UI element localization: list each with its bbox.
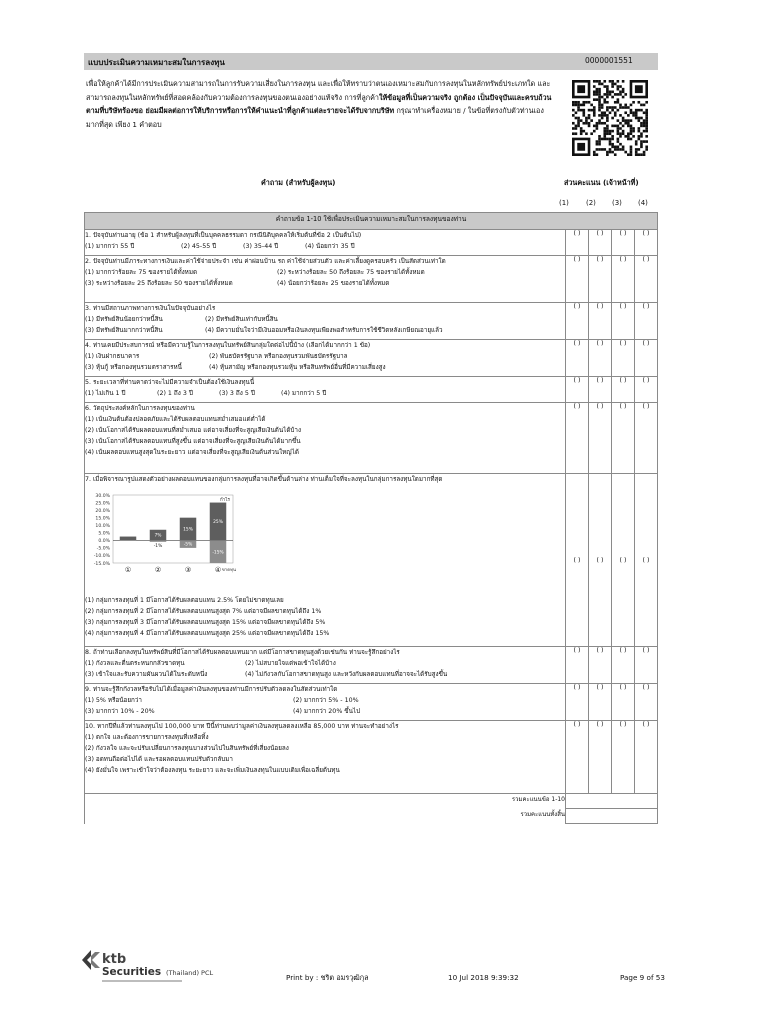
option[interactable]: (3) 35-44 ปี — [243, 243, 279, 251]
legend-label: กำไร — [219, 498, 230, 504]
question-title: 7. เมื่อพิจารณารูปแสดงตัวอย่างผลตอบแทนของกลุ่มการลงทุนที่อาจเกิดขึ้นด้านล่าง ท่านเต็มใจที่จะลงทุนในกลุ่มการลงทุนใดมากที่สุด — [85, 476, 443, 483]
question-title: 4. ท่านเคยมีประสบการณ์ หรือมีความรู้ในการลงทุนในทรัพย์สินกลุ่มใดต่อไปนี้บ้าง (เลือกได้มากกว่า 1 ข้อ) — [85, 342, 371, 349]
question-row-8 — [85, 647, 658, 684]
score-checkbox[interactable]: ( ) — [566, 303, 589, 340]
option[interactable]: (2) 1 ถึง 3 ปี — [157, 390, 193, 398]
question-title: 3. ท่านมีสถานภาพทางการเงินในปัจจุบันอย่างไร — [85, 305, 216, 312]
option[interactable]: (2) กลุ่มการลงทุนที่ 2 มีโอกาสได้รับผลตอบแทนสูงสุด 7% แต่อาจมีผลขาดทุนได้ถึง 1% — [85, 608, 322, 616]
score-checkbox[interactable]: ( ) — [612, 684, 635, 721]
intro-paragraph — [86, 77, 556, 131]
question-row-7 — [85, 474, 658, 647]
score-checkbox[interactable]: ( ) — [635, 403, 658, 474]
question-row-5 — [85, 377, 658, 403]
question-title: 8. ถ้าท่านเลือกลงทุนในทรัพย์สินที่มีโอกาสได้รับผลตอบแทนมาก แต่มีโอกาสขาดทุนสูงด้วยเช่นกัน ท่านจะรู้สึกอย่างไร — [85, 649, 400, 656]
category-label: ① — [124, 566, 132, 575]
question-row-9 — [85, 684, 658, 721]
option[interactable]: (4) มากกว่า 20% ขึ้นไป — [293, 708, 361, 716]
y-tick-label: 15.0% — [95, 516, 110, 522]
question-title: 2. ปัจจุบันท่านมีภาระทางการเงินและค่าใช้จ่ายประจำ เช่น ค่าผ่อนบ้าน รถ ค่าใช้จ่ายส่วนตัว และค่าเลี้ยงดูครอบครัว เป็นสัดส่วนเท่าใด — [85, 258, 446, 265]
score-checkbox[interactable]: ( ) — [566, 721, 589, 794]
option[interactable]: (1) เงินฝากธนาคาร — [85, 353, 140, 361]
score-checkbox[interactable]: ( ) — [589, 340, 612, 377]
y-tick-label: 5.0% — [98, 531, 110, 537]
summary-label: รวมคะแนนข้อ 1-10 — [85, 794, 566, 809]
option[interactable]: (4) หุ้นสามัญ หรือกองทุนรวมหุ้น หรือสินทรัพย์อื่นที่มีความเสี่ยงสูง — [209, 364, 386, 372]
score-checkbox[interactable]: ( ) — [566, 474, 589, 647]
form-title: แบบประเมินความเหมาะสมในการลงทุน — [88, 58, 225, 67]
logo-suffix: (Thailand) PCL — [166, 969, 214, 977]
category-label: ② — [154, 566, 162, 575]
option[interactable]: (1) มีทรัพย์สินน้อยกว่าหนี้สิน — [85, 316, 163, 324]
ktb-logo-icon — [80, 948, 102, 972]
option[interactable]: (2) มากกว่า 5% - 10% — [293, 697, 359, 705]
option[interactable]: (3) กลุ่มการลงทุนที่ 3 มีโอกาสได้รับผลตอบแทนสูงสุด 15% แต่อาจมีผลขาดทุนได้ถึง 5% — [85, 619, 326, 627]
option[interactable]: (4) ยังมั่นใจ เพราะเข้าใจว่าต้องลงทุน ระยะยาว และจะเพิ่มเงินลงทุนในแบบเดิมเพื่อเฉลี่ยต้นทุน — [85, 767, 340, 775]
score-checkbox[interactable]: ( ) — [589, 403, 612, 474]
option[interactable]: (1) มากกว่า 55 ปี — [85, 243, 135, 251]
score-checkbox[interactable]: ( ) — [589, 377, 612, 403]
summary-row-2 — [85, 809, 658, 824]
questions-table — [84, 212, 658, 824]
score-checkbox[interactable]: ( ) — [635, 684, 658, 721]
option[interactable]: (1) ตกใจ และต้องการขายการลงทุนที่เหลือทิ้ง — [85, 734, 209, 742]
summary-value-cell[interactable] — [566, 794, 658, 809]
question-title: 10. หากปีที่แล้วท่านลงทุนไป 100,000 บาท ปีนี้ท่านพบว่ามูลค่าเงินลงทุนลดลงเหลือ 85,000 บาท ท่านจะทำอย่างไร — [85, 723, 399, 730]
score-column-header: ส่วนคะแนน (เจ้าหน้าที่) — [564, 178, 639, 187]
summary-label: รวมคะแนนทั้งสิ้น — [85, 809, 566, 824]
score-checkbox[interactable]: ( ) — [635, 474, 658, 647]
score-checkbox[interactable]: ( ) — [612, 403, 635, 474]
logo-tagline-bar — [102, 980, 182, 982]
question-row-3 — [85, 303, 658, 340]
option[interactable]: (4) กลุ่มการลงทุนที่ 4 มีโอกาสได้รับผลตอบแทนสูงสุด 25% แต่อาจมีผลขาดทุนได้ถึง 15% — [85, 630, 330, 638]
score-checkbox[interactable]: ( ) — [589, 230, 612, 256]
y-tick-label: 10.0% — [95, 524, 110, 530]
question-title: 5. ระยะเวลาที่ท่านคาดว่าจะไม่มีความจำเป็นต้องใช้เงินลงทุนนี้ — [85, 379, 255, 386]
y-tick-label: 30.0% — [95, 493, 110, 499]
option[interactable]: (2) พันธบัตรรัฐบาล หรือกองทุนรวมพันธบัตรรัฐบาล — [209, 353, 348, 361]
print-by: Print by : ชริต อมรวุฒิกุล — [286, 973, 369, 982]
option[interactable]: (2) ไม่สบายใจแต่พอเข้าใจได้บ้าง — [245, 660, 336, 668]
score-checkbox[interactable]: ( ) — [635, 721, 658, 794]
score-checkbox[interactable]: ( ) — [566, 684, 589, 721]
data-label-negative: -1% — [153, 543, 163, 549]
question-row-1 — [85, 230, 658, 256]
summary-row-1 — [85, 794, 658, 809]
score-checkbox[interactable]: ( ) — [612, 474, 635, 647]
score-checkbox[interactable]: ( ) — [566, 256, 589, 303]
score-col-4: (4) — [638, 199, 648, 207]
option[interactable]: (4) น้อยกว่าร้อยละ 25 ของรายได้ทั้งหมด — [277, 280, 390, 288]
document-code: 0000001551 — [585, 56, 633, 65]
option[interactable]: (1) เน้นเงินต้นต้องปลอดภัยและได้รับผลตอบแทนสม่ำเสมอแต่ต่ำได้ — [85, 416, 266, 424]
option[interactable]: (2) 45-55 ปี — [181, 243, 217, 251]
option[interactable]: (3) หุ้นกู้ หรือกองทุนรวมตราสารหนี้ — [85, 364, 182, 372]
option[interactable]: (3) มากกว่า 10% - 20% — [85, 708, 155, 716]
option[interactable]: (4) มากกว่า 5 ปี — [281, 390, 327, 398]
score-checkbox[interactable]: ( ) — [566, 403, 589, 474]
section-title: คำถามข้อ 1-10 ใช้เพื่อประเมินความเหมาะสมในการลงทุนของท่าน — [85, 213, 658, 230]
option[interactable]: (4) น้อยกว่า 35 ปี — [305, 243, 355, 251]
summary-value-cell[interactable] — [566, 809, 658, 824]
option[interactable]: (4) มีความมั่นใจว่ามีเงินออมหรือเงินลงทุนเพียงพอสำหรับการใช้ชีวิตหลังเกษียณอายุแล้ว — [205, 327, 443, 335]
score-checkbox[interactable]: ( ) — [635, 256, 658, 303]
y-tick-label: 0.0% — [98, 539, 110, 545]
score-col-3: (3) — [612, 199, 622, 207]
option[interactable]: (2) ระหว่างร้อยละ 50 ถึงร้อยละ 75 ของรายได้ทั้งหมด — [277, 269, 425, 277]
option[interactable]: (3) เน้นโอกาสได้รับผลตอบแทนที่สูงขึ้น แต่อาจเสี่ยงที่จะสูญเสียเงินต้นได้มากขึ้น — [85, 438, 301, 446]
return-chart-svg — [87, 489, 237, 575]
y-tick-label: -15.0% — [93, 561, 110, 567]
score-checkbox[interactable]: ( ) — [635, 340, 658, 377]
score-checkbox[interactable]: ( ) — [612, 647, 635, 684]
score-checkbox[interactable]: ( ) — [589, 647, 612, 684]
option[interactable]: (2) เน้นโอกาสได้รับผลตอบแทนที่สม่ำเสมอ แต่อาจเสี่ยงที่จะสูญเสียเงินต้นได้บ้าง — [85, 427, 302, 435]
score-checkbox[interactable]: ( ) — [589, 721, 612, 794]
score-checkbox[interactable]: ( ) — [612, 256, 635, 303]
score-checkbox[interactable]: ( ) — [612, 721, 635, 794]
logo-subtext: Securities — [102, 966, 162, 978]
page-number: Page 9 of 53 — [620, 973, 665, 982]
option[interactable]: (3) ระหว่างร้อยละ 25 ถึงร้อยละ 50 ของรายได้ทั้งหมด — [85, 280, 233, 288]
question-title: 6. วัตถุประสงค์หลักในการลงทุนของท่าน — [85, 405, 195, 412]
option[interactable]: (2) กังวลใจ และจะปรับเปลี่ยนการลงทุนบางส่วนไปในสินทรัพย์ที่เสี่ยงน้อยลง — [85, 745, 289, 753]
score-checkbox[interactable]: ( ) — [566, 377, 589, 403]
category-label: ③ — [184, 566, 192, 575]
score-checkbox[interactable]: ( ) — [589, 474, 612, 647]
bar-negative — [150, 540, 167, 542]
score-checkbox[interactable]: ( ) — [589, 256, 612, 303]
option[interactable]: (3) มีทรัพย์สินมากกว่าหนี้สิน — [85, 327, 163, 335]
option[interactable]: (3) อดทนถือต่อไปได้ และรอผลตอบแทนปรับตัวกลับมา — [85, 756, 233, 764]
score-checkbox[interactable]: ( ) — [635, 303, 658, 340]
return-chart — [87, 489, 237, 575]
score-checkbox[interactable]: ( ) — [566, 230, 589, 256]
option[interactable]: (1) กังวลและตื่นตระหนกกลัวขาดทุน — [85, 660, 185, 668]
score-checkbox[interactable]: ( ) — [589, 684, 612, 721]
question-title: 9. ท่านจะรู้สึกกังวลหรือรับไม่ได้เมื่อมูลค่าเงินลงทุนของท่านมีการปรับตัวลดลงในสัดส่วนเท่าใด — [85, 686, 338, 693]
question-row-4 — [85, 340, 658, 377]
section-header-row — [85, 213, 658, 230]
score-checkbox[interactable]: ( ) — [635, 647, 658, 684]
question-row-6 — [85, 403, 658, 474]
question-title: 1. ปัจจุบันท่านอายุ (ข้อ 1 สำหรับผู้ลงทุนที่เป็นบุคคลธรรมดา กรณีนิติบุคคลให้เริ่มต้นที่ข้อ 2 เป็นต้นไป) — [85, 232, 362, 239]
score-checkbox[interactable]: ( ) — [612, 230, 635, 256]
score-checkbox[interactable]: ( ) — [635, 230, 658, 256]
intro-text-1: เพื่อให้ลูกค้าได้มีการประเมินความสามารถในการรับความเสี่ยงในการลงทุน และเพื่อให้ทราบว่าตนเองเหมาะสมกับการลงทุนในหลักทรัพย์ประเภทใด และสามารถลงทุนในหลักทรัพย์ที่สอดคล้องกับความต้องการลงทุนของตนเองอย่างแท้จริง การที่ลูกค้า — [86, 79, 551, 102]
data-label-positive: 7% — [154, 533, 162, 539]
print-datetime: 10 Jul 2018 9:39:32 — [448, 973, 519, 982]
category-label: ④ — [214, 566, 222, 575]
option[interactable]: (4) เน้นผลตอบแทนสูงสุดในระยะยาว แต่อาจเสี่ยงที่จะสูญเสียเงินต้นส่วนใหญ่ได้ — [85, 449, 299, 457]
bar-positive — [120, 537, 137, 541]
option[interactable]: (1) มากกว่าร้อยละ 75 ของรายได้ทั้งหมด — [85, 269, 198, 277]
option[interactable]: (1) กลุ่มการลงทุนที่ 1 มีโอกาสได้รับผลตอบแทน 2.5% โดยไม่ขาดทุนเลย — [85, 597, 284, 605]
y-tick-label: -5.0% — [96, 546, 110, 552]
data-label-negative: -5% — [183, 542, 193, 548]
data-label-positive: 15% — [183, 527, 193, 533]
question-row-2 — [85, 256, 658, 303]
y-tick-label: -10.0% — [93, 554, 110, 560]
option[interactable]: (3) เข้าใจและรับความผันผวนได้ในระดับหนึ่ง — [85, 671, 208, 679]
score-checkbox[interactable]: ( ) — [612, 377, 635, 403]
score-checkbox[interactable]: ( ) — [612, 340, 635, 377]
company-logo — [80, 948, 214, 992]
score-checkbox[interactable]: ( ) — [589, 303, 612, 340]
option[interactable]: (1) 5% หรือน้อยกว่า — [85, 697, 142, 705]
question-row-10 — [85, 721, 658, 794]
score-col-1: (1) — [559, 199, 569, 207]
score-checkbox[interactable]: ( ) — [566, 647, 589, 684]
option[interactable]: (3) 3 ถึง 5 ปี — [219, 390, 255, 398]
logo-text: ktb — [102, 952, 127, 967]
axis-note: ขาดทุน — [221, 568, 236, 574]
qr-code-icon — [572, 80, 648, 156]
intro-text-2: ให้ข้อมูลที่เป็นความจริง ถูกต้อง เป็นปัจจุบันและครบถ้วนตามที่บริษัทร้องขอ ย่อมมีผลต่อการให้บริการหรือการให้คำแนะนำที่ลูกค้าแต่ละรายจะได้รับจากบริษัท — [86, 92, 552, 115]
option[interactable]: (4) ไม่กังวลกับโอกาสขาดทุนสูง และหวังกับผลตอบแทนที่อาจจะได้รับสูงขึ้น — [245, 671, 448, 679]
y-tick-label: 20.0% — [95, 509, 110, 515]
option[interactable]: (1) ไม่เกิน 1 ปี — [85, 390, 126, 398]
data-label-positive: 25% — [213, 520, 223, 526]
question-column-header: คำถาม (สำหรับผู้ลงทุน) — [261, 178, 336, 187]
option[interactable]: (2) มีทรัพย์สินเท่ากับหนี้สิน — [205, 316, 278, 324]
data-label-negative: -15% — [212, 550, 224, 556]
score-checkbox[interactable]: ( ) — [635, 377, 658, 403]
y-tick-label: 25.0% — [95, 501, 110, 507]
intro-text-3: กรุณาทำเครื่องหมาย / ในข้อที่ตรงกับตัวท่านเองมากที่สุด เพียง 1 คำตอบ — [86, 106, 544, 129]
score-col-2: (2) — [586, 199, 596, 207]
score-checkbox[interactable]: ( ) — [612, 303, 635, 340]
score-checkbox[interactable]: ( ) — [566, 340, 589, 377]
